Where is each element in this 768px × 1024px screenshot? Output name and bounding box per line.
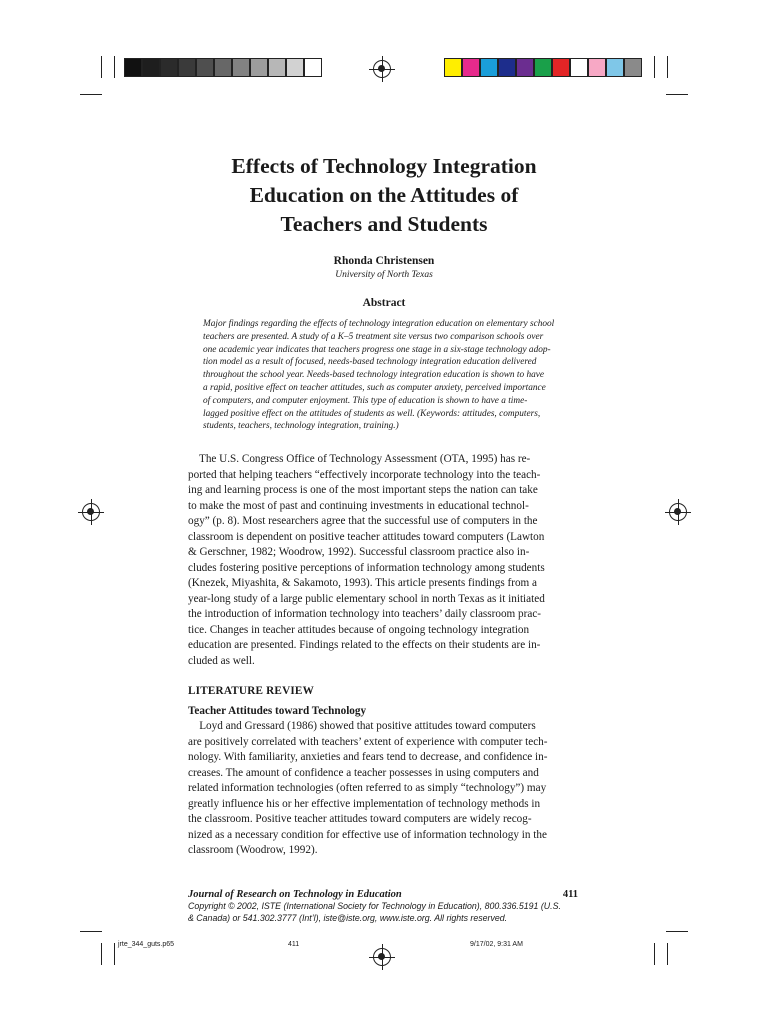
color-swatch xyxy=(250,58,268,77)
registration-mark-icon xyxy=(373,60,391,78)
body-line: cluded as well. xyxy=(188,654,255,667)
body-line: classroom (Woodrow, 1992). xyxy=(188,844,318,856)
color-swatch xyxy=(462,58,480,77)
body-line: & Gerschner, 1982; Woodrow, 1992). Successful classroom practice also in- xyxy=(188,546,530,558)
author-affiliation: University of North Texas xyxy=(335,270,433,280)
body-line: the introduction of information technology into teachers’ daily classroom prac- xyxy=(188,608,542,620)
body-line: ported that helping teachers “effectively incorporate technology into the teach- xyxy=(188,468,541,481)
abstract-text xyxy=(203,318,579,433)
color-swatch xyxy=(534,58,552,77)
copyright-line: & Canada) or 541.302.3777 (Int’l), iste@iste.org, www.iste.org. All rights reserved. xyxy=(188,912,508,923)
body-line: cludes fostering positive perceptions of information technology among students xyxy=(188,561,545,574)
color-swatch xyxy=(516,58,534,77)
body-line: (Knezek, Miyashita, & Sakamoto, 1993). This article presents findings from a xyxy=(188,577,538,589)
abstract-line: tion model as a result of focused, needs-based technology integration education delivered xyxy=(203,357,537,368)
color-swatch xyxy=(196,58,214,77)
color-swatch xyxy=(606,58,624,77)
color-swatch xyxy=(268,58,286,77)
color-swatch xyxy=(214,58,232,77)
title-line: Effects of Technology Integration xyxy=(231,154,537,178)
journal-name: Journal of Research on Technology in Education xyxy=(188,889,402,900)
paper-title xyxy=(150,152,618,239)
registration-mark-icon xyxy=(373,948,391,966)
copyright-line: Copyright © 2002, ISTE (International Society for Technology in Education), 800.336.5191 (U.S. xyxy=(188,901,561,911)
abstract-heading: Abstract xyxy=(362,297,406,309)
intro-paragraph xyxy=(188,452,581,669)
abstract-line: of computers, and computer enjoyment. This type of education is shown to have a time- xyxy=(203,395,528,406)
body-line: to make the most of past and continuing investments in educational technol- xyxy=(188,499,529,512)
color-swatch xyxy=(444,58,462,77)
body-line: creases. The amount of confidence a teacher possesses in using computers and xyxy=(188,766,539,779)
abstract-line: a rapid, positive effect on teacher attitudes, such as computer anxiety, perceived importance xyxy=(203,382,546,393)
body-line: related information technologies (often referred to as simply “technology”) may xyxy=(188,782,547,794)
literature-paragraph xyxy=(188,719,581,859)
slug-filename: jrte_344_guts.p65 xyxy=(118,941,175,948)
body-line: ing and learning process is one of the most important steps the nation can take xyxy=(188,484,538,496)
abstract-line: students, teachers, technology integration, training.) xyxy=(203,421,399,432)
section-heading: LITERATURE REVIEW xyxy=(188,685,314,697)
copyright-notice xyxy=(188,901,588,924)
body-line: ogy” (p. 8). Most researchers agree that the successful use of computers in the xyxy=(188,515,538,527)
grayscale-color-bar xyxy=(124,58,322,77)
body-line: nology. With familiarity, anxieties and fears tend to decrease, and confidence in- xyxy=(188,751,548,763)
abstract-line: throughout the school year. Needs-based technology integration education is shown to have xyxy=(203,370,545,381)
color-swatch xyxy=(304,58,322,77)
color-swatch xyxy=(480,58,498,77)
abstract-line: Major findings regarding the effects of technology integration education on elementary school xyxy=(203,319,555,329)
color-swatch xyxy=(588,58,606,77)
body-line: tice. Changes in teacher attitudes because of ongoing technology integration xyxy=(188,623,530,636)
body-line: classroom is dependent on positive teacher attitudes toward computers (Lawton xyxy=(188,530,545,543)
color-swatch xyxy=(286,58,304,77)
color-swatch xyxy=(498,58,516,77)
title-line: Education on the Attitudes of xyxy=(249,183,519,207)
body-line: The U.S. Congress Office of Technology Assessment (OTA, 1995) has re- xyxy=(188,453,531,465)
process-color-bar xyxy=(444,58,642,77)
color-swatch xyxy=(178,58,196,77)
color-swatch xyxy=(570,58,588,77)
body-line: education are presented. Findings related to the effects on their students are in- xyxy=(188,639,541,651)
body-line: Loyd and Gressard (1986) showed that positive attitudes toward computers xyxy=(188,720,536,732)
title-line: Teachers and Students xyxy=(280,212,488,236)
registration-mark-icon xyxy=(669,503,687,521)
abstract-line: lagged positive effect on the attitudes of students as well. (Keywords: attitudes, computers, xyxy=(203,408,541,419)
body-line: greatly influence his or her effective implementation of technology methods in xyxy=(188,797,541,810)
body-line: are positively correlated with teachers’ extent of experience with computer tech- xyxy=(188,735,548,748)
body-line: year-long study of a large public elementary school in north Texas as it initiated xyxy=(188,592,545,605)
abstract-line: one academic year indicates that teachers progress one stage in a six-stage technology adop- xyxy=(203,344,551,355)
color-swatch xyxy=(124,58,142,77)
color-swatch xyxy=(552,58,570,77)
color-swatch xyxy=(142,58,160,77)
color-swatch xyxy=(624,58,642,77)
body-line: the classroom. Positive teacher attitudes toward computers are widely recog- xyxy=(188,813,532,825)
color-swatch xyxy=(160,58,178,77)
author-name: Rhonda Christensen xyxy=(333,255,435,267)
slug-page: 411 xyxy=(288,941,300,948)
registration-mark-icon xyxy=(82,503,100,521)
page-number: 411 xyxy=(562,889,578,900)
subsection-heading: Teacher Attitudes toward Technology xyxy=(188,705,367,717)
color-swatch xyxy=(232,58,250,77)
body-line: nized as a necessary condition for effective use of information technology in the xyxy=(188,828,547,841)
abstract-line: teachers are presented. A study of a K–5 treatment site versus two comparison schools over xyxy=(203,331,544,342)
slug-timestamp: 9/17/02, 9:31 AM xyxy=(470,941,523,948)
